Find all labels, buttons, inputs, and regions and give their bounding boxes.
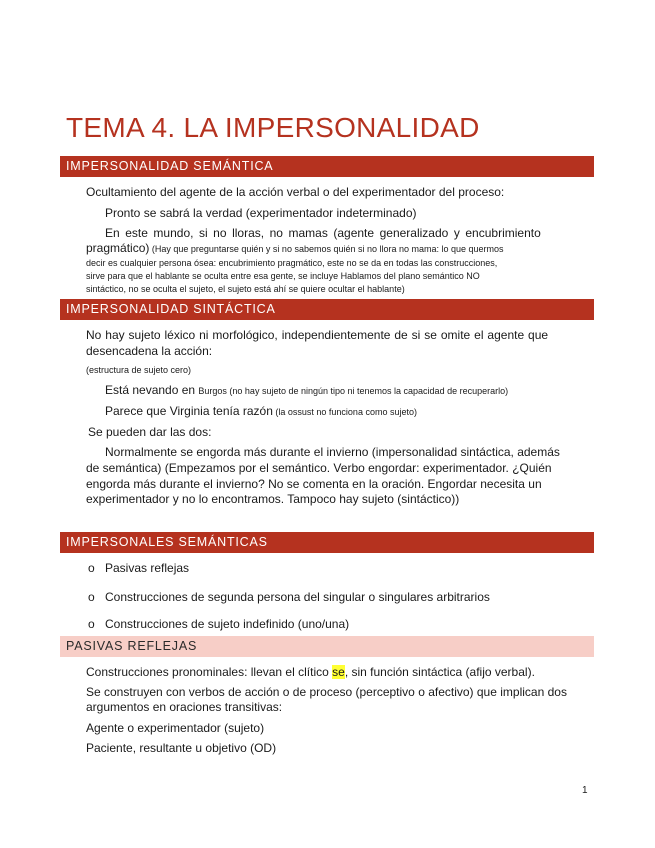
pasivas-line-4: Agente o experimentador (sujeto) [86,721,265,735]
sintactica-paragraph-line-1: Normalmente se engorda más durante el invierno (impersonalidad sintáctica, además [105,445,560,459]
section-header-semantica: IMPERSONALIDAD SEMÁNTICA [60,156,594,177]
sintactica-both: Se pueden dar las dos: [88,425,212,439]
semantica-example-1: Pronto se sabrá la verdad (experimentador indeterminado) [105,206,417,220]
list-item: Construcciones de segunda persona del singular o singulares arbitrarios [105,590,490,604]
pasivas-line-5: Paciente, resultante u objetivo (OD) [86,741,277,755]
page-number: 1 [582,785,588,796]
list-item: Pasivas reflejas [105,561,190,575]
semantica-note-line-3: sirve para que el hablante se oculta entre esa gente, se incluye Hablamos del plano semántico NO [86,271,480,281]
pasivas-line-1-end: , sin función sintáctica (afijo verbal). [344,665,535,679]
sintactica-example-1 [105,383,508,399]
sintactica-intro-line-1: No hay sujeto léxico ni morfológico, independientemente de si se omite el agente que [86,328,549,342]
pasivas-line-1-start: Construcciones pronominales: llevan el clítico [86,665,333,679]
semantica-note-line-2: decir es cualquier persona ósea: encubrimiento pragmático, este no se da en todas las construcciones, [86,258,498,268]
bullet-marker: o [88,590,95,604]
semantica-example-2-main: pragmático) [86,241,150,255]
semantica-example-2-note: (Hay que preguntarse quién y si no sabemos quién si no llora no mama: lo que quermos [149,244,504,254]
sintactica-example-2-note: (la ossust no funciona como sujeto) [272,407,417,417]
sintactica-paragraph-line-2: de semántica) (Empezamos por el semántico. Verbo engordar: experimentador. ¿Quién [86,461,552,475]
semantica-example-2-line-1: En este mundo, si no lloras, no mamas (agente generalizado y encubrimiento [105,226,541,240]
sintactica-paragraph-line-4: experimentador y no lo encontramos. Tampoco hay sujeto (sintáctico)) [86,492,460,506]
sintactica-example-2 [105,404,417,420]
pasivas-line-2: Se construyen con verbos de acción o de proceso (perceptivo o afectivo) que implican dos [86,685,567,699]
sintactica-paragraph-line-3: engorda más durante el invierno? No se comenta en la oración. Engordar necesita un [86,477,542,491]
semantica-note-line-4: sintáctico, no se oculta el sujeto, el sujeto está ahí se quiere ocultar el hablante) [86,284,405,294]
highlighted-clitic: se [332,665,345,679]
semantica-example-2-line-2 [86,241,504,257]
sintactica-note: (estructura de sujeto cero) [86,365,192,375]
pasivas-line-1 [86,665,535,680]
bullet-marker: o [88,561,95,575]
page-title: TEMA 4. LA IMPERSONALIDAD [66,112,480,143]
sintactica-example-1-note: Burgos (no hay sujeto de ningún tipo ni tenemos la capacidad de recuperarlo) [198,386,509,396]
bullet-marker: o [88,617,95,631]
semantica-intro: Ocultamiento del agente de la acción verbal o del experimentador del proceso: [86,185,505,199]
section-header-pasivas-reflejas: PASIVAS REFLEJAS [60,636,594,657]
section-header-impersonales-semanticas: IMPERSONALES SEMÁNTICAS [60,532,594,553]
sintactica-example-2-main: Parece que Virginia tenía razón [105,404,273,418]
sintactica-example-1-main: Está nevando en [105,383,199,397]
pasivas-line-3: argumentos en oraciones transitivas: [86,700,283,714]
section-header-sintactica: IMPERSONALIDAD SINTÁCTICA [60,299,594,320]
sintactica-intro-line-2: desencadena la acción: [86,344,213,358]
list-item: Construcciones de sujeto indefinido (uno/una) [105,617,350,631]
